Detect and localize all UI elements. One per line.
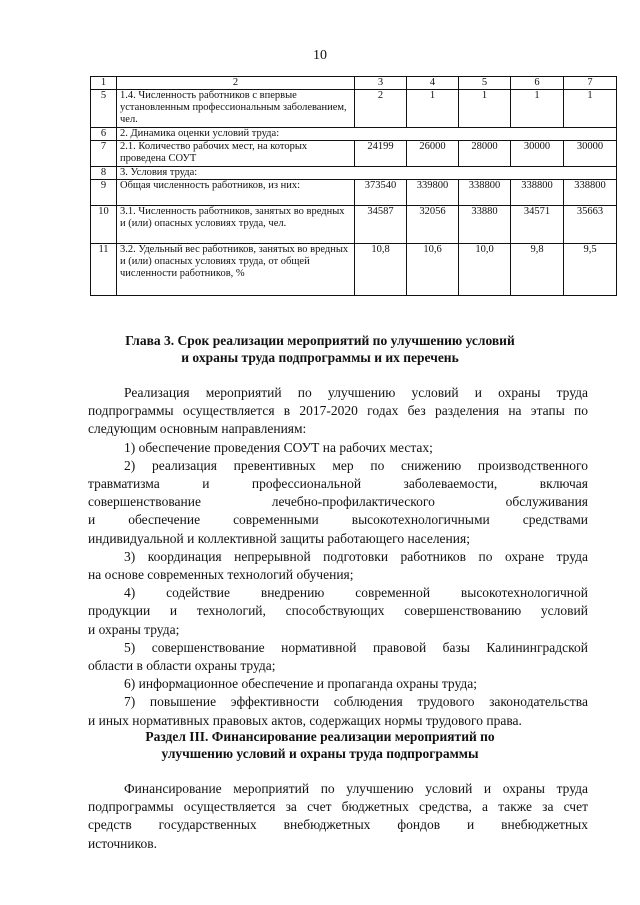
row-label: 2.1. Количество рабочих мест, на которых проведена СОУТ — [117, 141, 355, 167]
value-cell: 2 — [355, 90, 407, 128]
text-line: индивидуальной и коллективной защиты работающего населения; — [88, 530, 470, 546]
value-cell: 338800 — [459, 180, 511, 206]
section-3-body — [88, 780, 588, 853]
text-line: Реализация мероприятий по улучшению условий и охраны труда — [124, 385, 588, 400]
header-cell: 4 — [407, 77, 459, 90]
text-line: средств государственных внебюджетных фондов и внебюджетных — [88, 817, 588, 833]
value-cell: 30000 — [564, 141, 617, 167]
value-cell: 10,8 — [355, 244, 407, 296]
text-line: следующим основным направлениям: — [88, 421, 307, 437]
page-number: 10 — [313, 48, 327, 63]
table-row — [91, 90, 617, 128]
value-cell: 9,5 — [564, 244, 617, 296]
chapter-3-heading — [70, 332, 570, 366]
indicators-table — [90, 76, 617, 296]
heading-line: улучшению условий и охраны труда подпрограммы — [161, 746, 479, 761]
text-line: на основе современных технологий обучения; — [88, 567, 354, 583]
header-cell: 5 — [459, 77, 511, 90]
value-cell: 1 — [407, 90, 459, 128]
value-cell: 10,0 — [459, 244, 511, 296]
header-cell: 7 — [564, 77, 617, 90]
value-cell: 28000 — [459, 141, 511, 167]
heading-line: и охраны труда подпрограммы и их перечень — [181, 350, 459, 365]
table-row — [91, 206, 617, 244]
text-line: и обеспечение современными высокотехнологичными средствами — [88, 512, 588, 528]
table-header-row — [91, 77, 617, 90]
row-number: 7 — [91, 141, 117, 167]
table-row — [91, 128, 617, 141]
value-cell: 338800 — [511, 180, 564, 206]
value-cell: 30000 — [511, 141, 564, 167]
table-row — [91, 180, 617, 206]
value-cell: 373540 — [355, 180, 407, 206]
row-number: 11 — [91, 244, 117, 296]
list-item: 3) координация непрерывной подготовки работников по охране труда — [124, 548, 588, 564]
row-label: 3.2. Удельный вес работников, занятых во вредных и (или) опасных условиях труда, от общей численности работников, % — [117, 244, 355, 296]
chapter-3-body — [88, 384, 588, 730]
value-cell: 1 — [511, 90, 564, 128]
text-line: подпрограммы осуществляется за счет бюджетных средства, а также за счет — [88, 799, 588, 815]
list-item: 5) совершенствование нормативной правовой базы Калининградской — [124, 639, 588, 655]
table-row — [91, 244, 617, 296]
value-cell: 34571 — [511, 206, 564, 244]
value-cell: 33880 — [459, 206, 511, 244]
value-cell: 339800 — [407, 180, 459, 206]
row-number: 6 — [91, 128, 117, 141]
text-line: области в области охраны труда; — [88, 658, 276, 674]
value-cell: 10,6 — [407, 244, 459, 296]
header-cell: 6 — [511, 77, 564, 90]
row-number: 9 — [91, 180, 117, 206]
row-label: 1.4. Численность работников с впервые установленным профессиональным заболеванием, чел. — [117, 90, 355, 128]
value-cell: 34587 — [355, 206, 407, 244]
text-line: и иных нормативных правовых актов, содержащих нормы трудового права. — [88, 712, 522, 728]
table-row — [91, 141, 617, 167]
text-line: продукции и технологий, способствующих совершенствованию условий — [88, 603, 588, 619]
text-line: подпрограммы осуществляется в 2017-2020 годах без разделения на этапы по — [88, 403, 588, 419]
header-cell: 3 — [355, 77, 407, 90]
list-item: 4) содействие внедрению современной высокотехнологичной — [124, 585, 588, 601]
value-cell: 9,8 — [511, 244, 564, 296]
list-item: 1) обеспечение проведения СОУТ на рабочих местах; — [124, 439, 433, 455]
value-cell: 1 — [564, 90, 617, 128]
row-label: Общая численность работников, из них: — [117, 180, 355, 206]
row-label: 2. Динамика оценки условий труда: — [117, 128, 617, 141]
text-line: и охраны труда; — [88, 621, 180, 637]
row-number: 10 — [91, 206, 117, 244]
value-cell: 338800 — [564, 180, 617, 206]
header-cell: 1 — [91, 77, 117, 90]
row-number: 5 — [91, 90, 117, 128]
value-cell: 24199 — [355, 141, 407, 167]
list-item: 7) повышение эффективности соблюдения трудового законодательства — [124, 694, 588, 710]
heading-line: Раздел III. Финансирование реализации мероприятий по — [145, 729, 495, 744]
list-item: 6) информационное обеспечение и пропаганда охраны труда; — [124, 676, 477, 692]
value-cell: 26000 — [407, 141, 459, 167]
value-cell: 32056 — [407, 206, 459, 244]
row-label: 3. Условия труда: — [117, 167, 617, 180]
text-line: источников. — [88, 835, 157, 851]
row-label: 3.1. Численность работников, занятых во вредных и (или) опасных условиях труда, чел. — [117, 206, 355, 244]
text-line: травматизма и профессиональной заболеваемости, включая — [88, 476, 588, 492]
heading-line: Глава 3. Срок реализации мероприятий по улучшению условий — [125, 333, 515, 348]
value-cell: 1 — [459, 90, 511, 128]
text-line: совершенствование лечебно-профилактического обслуживания — [88, 494, 588, 510]
text-line: Финансирование мероприятий по улучшению условий и охраны труда — [124, 781, 588, 796]
list-item: 2) реализация превентивных мер по снижению производственного — [124, 457, 588, 473]
value-cell: 35663 — [564, 206, 617, 244]
row-number: 8 — [91, 167, 117, 180]
header-cell: 2 — [117, 77, 355, 90]
table-row — [91, 167, 617, 180]
section-3-heading — [70, 728, 570, 762]
